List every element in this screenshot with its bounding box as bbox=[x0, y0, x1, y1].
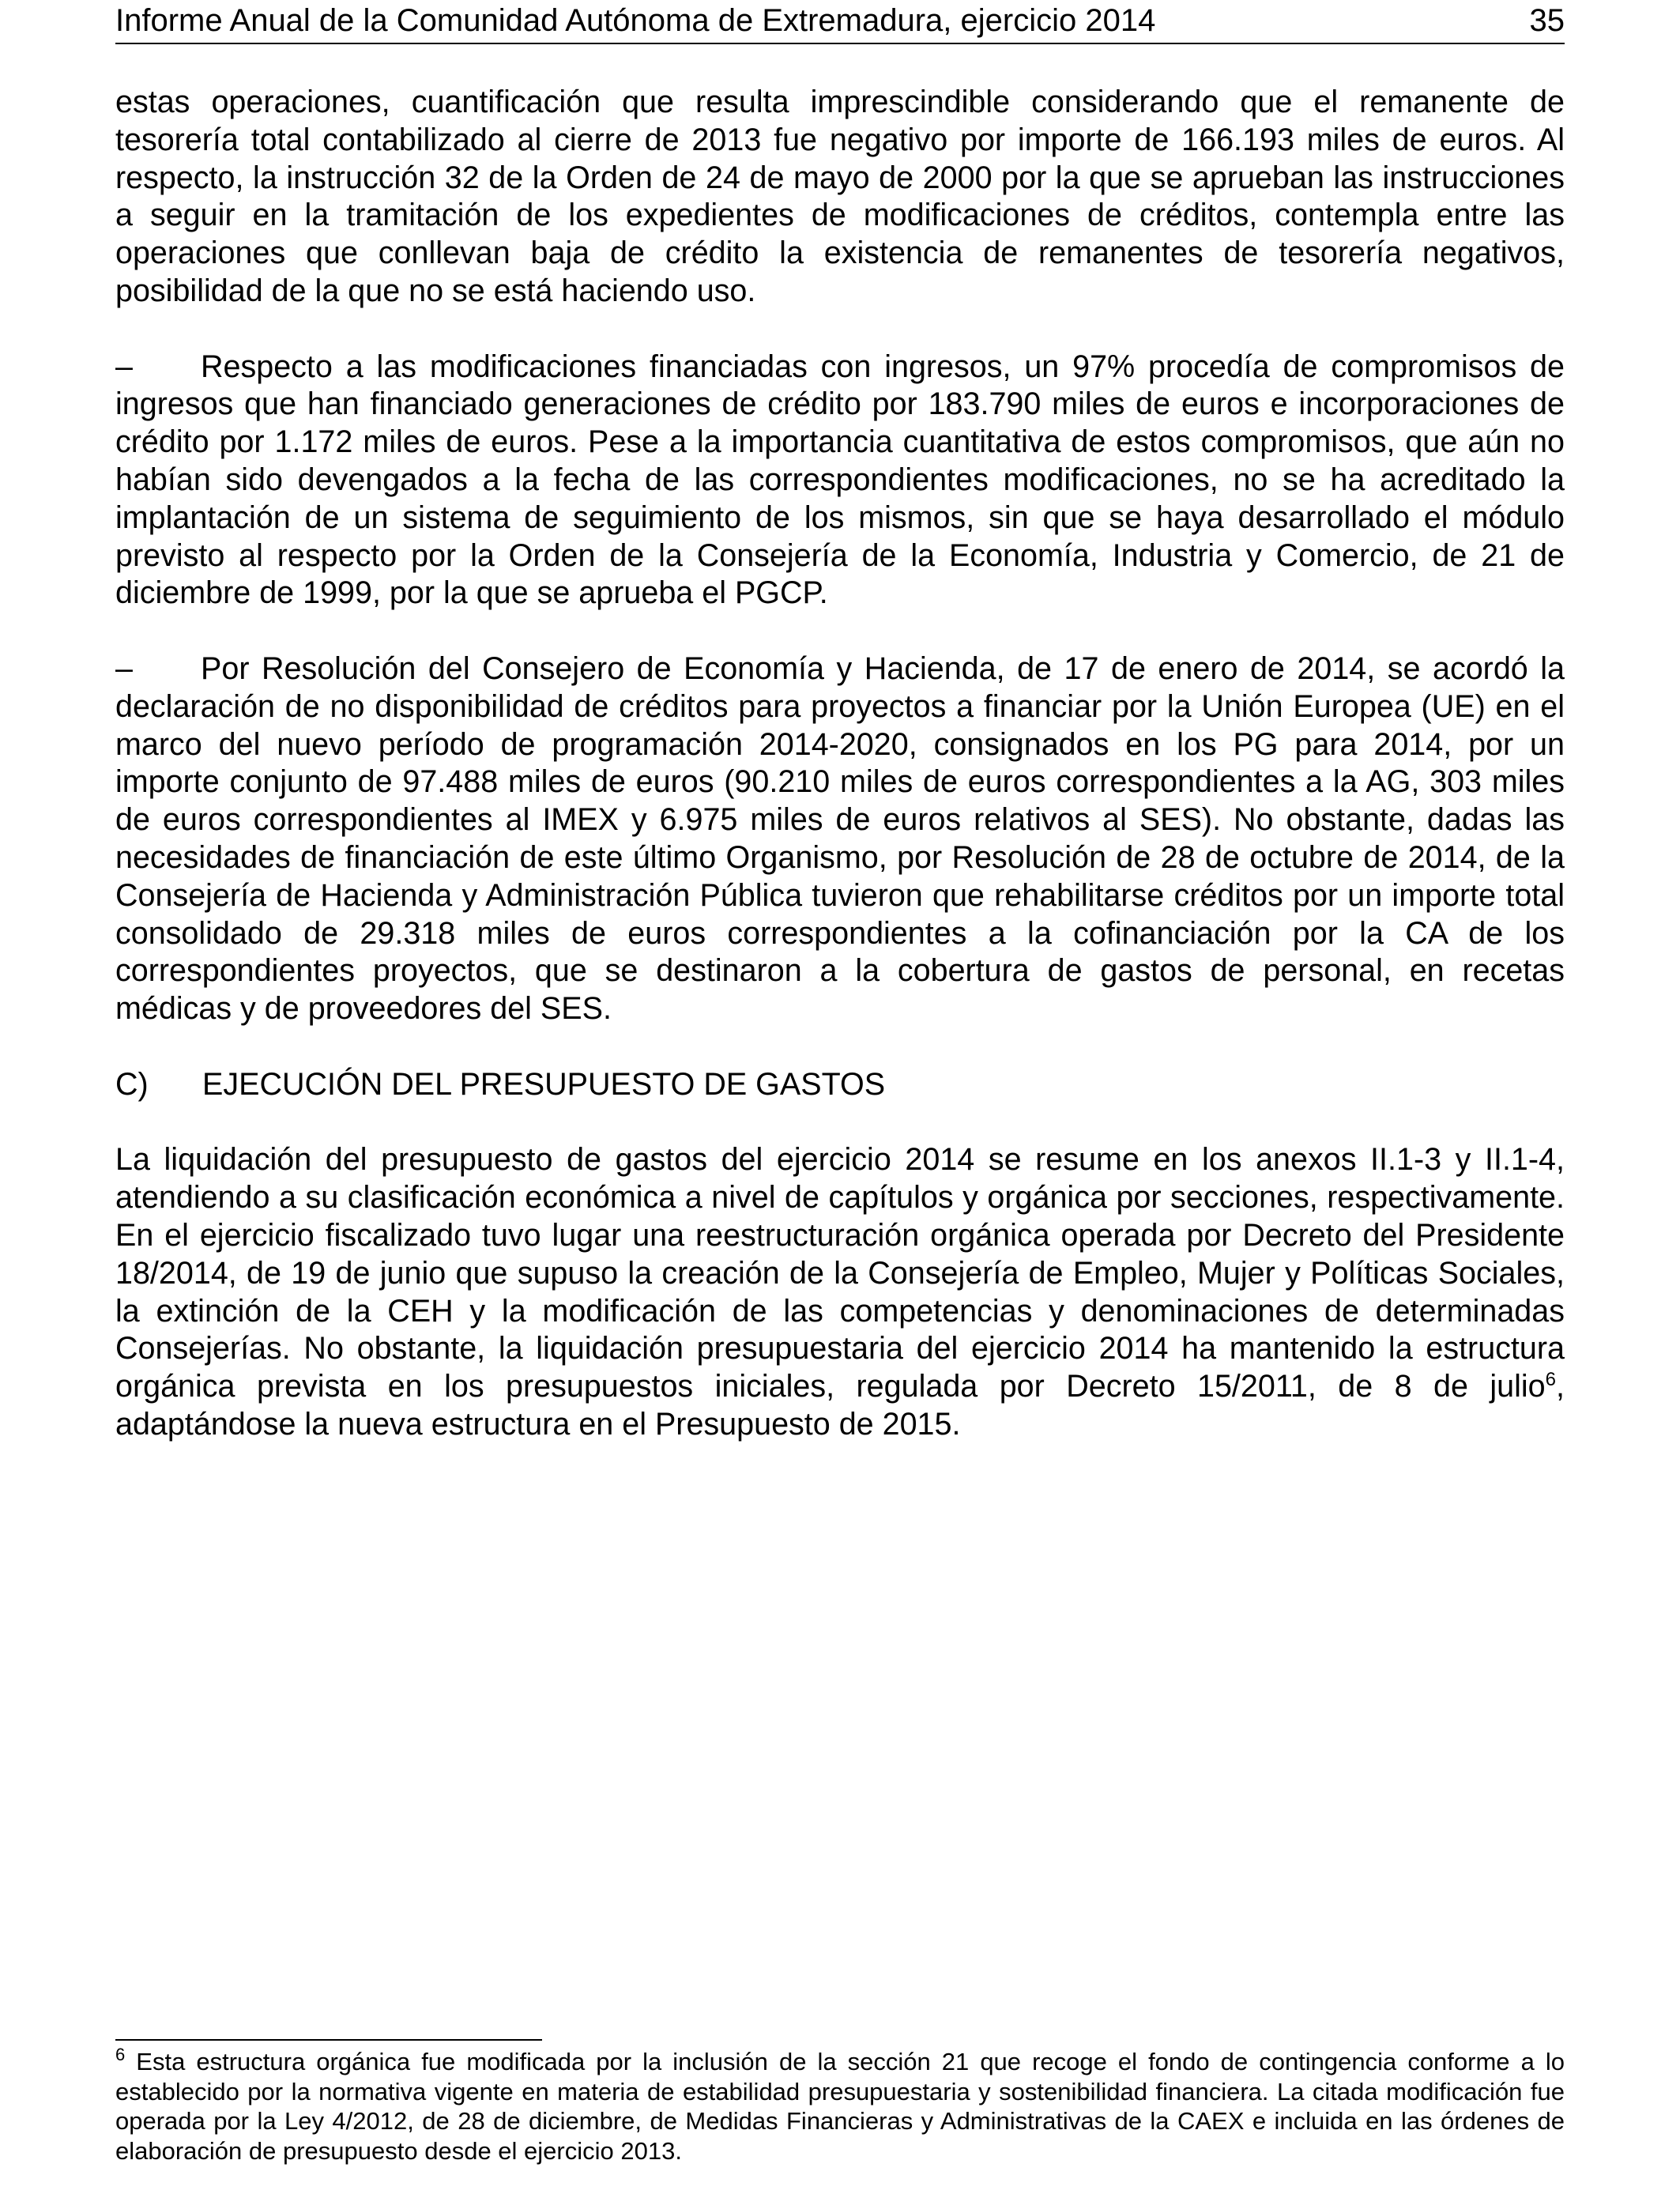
paragraph-text: , adaptándose la nueva estructura en el Presupuesto de 2015. bbox=[115, 1369, 1565, 1442]
paragraph-text: La liquidación del presupuesto de gastos del ejercicio 2014 se resume en los anexos II.1-3 y II.1-4, atendiendo a su clasificación económica a nivel de capítulos y orgánica por secciones, respectivamente. En el ejercicio fiscalizado tuvo lugar una reestructuración orgánica operada por Decreto del Presidente 18/2014, de 19 de junio que supuso la creación de la Consejería de Empleo, Mujer y Políticas Sociales, la extinción de la CEH y la modificación de las competencias y denominaciones de determinadas Consejerías. No obstante, la liquidación presupuestaria del ejercicio 2014 ha mantenido la estructura orgánica prevista en los presupuestos iniciales, regulada por Decreto 15/2011, de 8 de julio bbox=[115, 1142, 1565, 1404]
footnote-separator bbox=[115, 2039, 542, 2041]
list-dash: – bbox=[115, 349, 133, 384]
footnote bbox=[115, 2047, 1565, 2166]
list-dash: – bbox=[115, 650, 133, 686]
section-title: EJECUCIÓN DEL PRESUPUESTO DE GASTOS bbox=[202, 1066, 886, 1102]
footnote-text: Esta estructura orgánica fue modificada por la inclusión de la sección 21 que recoge el fondo de contingencia conforme a lo establecido por la normativa vigente en materia de estabilidad presupuestaria y sostenibilidad financiera. La citada modificación fue operada por la Ley 4/2012, de 28 de diciembre, de Medidas Financieras y Administrativas de la CAEX e incluida en las órdenes de elaboración de presupuesto desde el ejercicio 2013. bbox=[115, 2048, 1565, 2165]
footnote-number: 6 bbox=[115, 2045, 126, 2064]
section-letter: C) bbox=[115, 1066, 149, 1102]
page-number: 35 bbox=[1529, 3, 1565, 38]
paragraph-remanente: estas operaciones, cuantificación que resulta imprescindible considerando que el remanente de tesorería total contabilizado al cierre de 2013 fue negativo por importe de 166.193 miles de euros. Al respecto, la instrucción 32 de la Orden de 24 de mayo de 2000 por la que se aprueban las instrucciones a seguir en la tramitación de los expedientes de modificaciones de créditos, contempla entre las operaciones que conllevan baja de crédito la existencia de remanentes de tesorería negativos, posibilidad de la que no se está haciendo uso. bbox=[115, 85, 1565, 308]
main-content bbox=[115, 84, 1565, 1444]
section-heading bbox=[115, 1066, 1565, 1104]
paragraph-modificaciones-ingresos bbox=[115, 349, 1565, 613]
paragraph-resolucion-consejero bbox=[115, 650, 1565, 1028]
report-title: Informe Anual de la Comunidad Autónoma de Extremadura, ejercicio 2014 bbox=[115, 3, 1156, 38]
paragraph-text: Por Resolución del Consejero de Economía y Hacienda, de 17 de enero de 2014, se acordó la declaración de no disponibilidad de créditos para proyectos a financiar por la Unión Europea (UE) en el marco del nuevo período de programación 2014-2020, consignados en los PG para 2014, por un importe conjunto de 97.488 miles de euros (90.210 miles de euros correspondientes a la AG, 303 miles de euros correspondientes al IMEX y 6.975 miles de euros relativos al SES). No obstante, dadas las necesidades de financiación de este último Organismo, por Resolución de 28 de octubre de 2014, de la Consejería de Hacienda y Administración Pública tuvieron que rehabilitarse créditos por un importe total consolidado de 29.318 miles de euros correspondientes a la cofinanciación por la CA de los correspondientes proyectos, que se destinaron a la cobertura de gastos de personal, en recetas médicas y de proveedores del SES. bbox=[115, 650, 1565, 1027]
paragraph-text: Respecto a las modificaciones financiadas con ingresos, un 97% procedía de compromisos de ingresos que han financiado generaciones de crédito por 183.790 miles de euros e incorporaciones de crédito por 1.172 miles de euros. Pese a la importancia cuantitativa de estos compromisos, que aún no habían sido devengados a la fecha de las correspondientes modificaciones, no se ha acreditado la implantación de un sistema de seguimiento de los mismos, sin que se haya desarrollado el módulo previsto al respecto por la Orden de la Consejería de la Economía, Industria y Comercio, de 21 de diciembre de 1999, por la que se aprueba el PGCP. bbox=[115, 349, 1565, 611]
page-header bbox=[115, 0, 1565, 44]
footnote-reference[interactable]: 6 bbox=[1545, 1369, 1557, 1391]
paragraph-liquidacion-gastos bbox=[115, 1141, 1565, 1443]
